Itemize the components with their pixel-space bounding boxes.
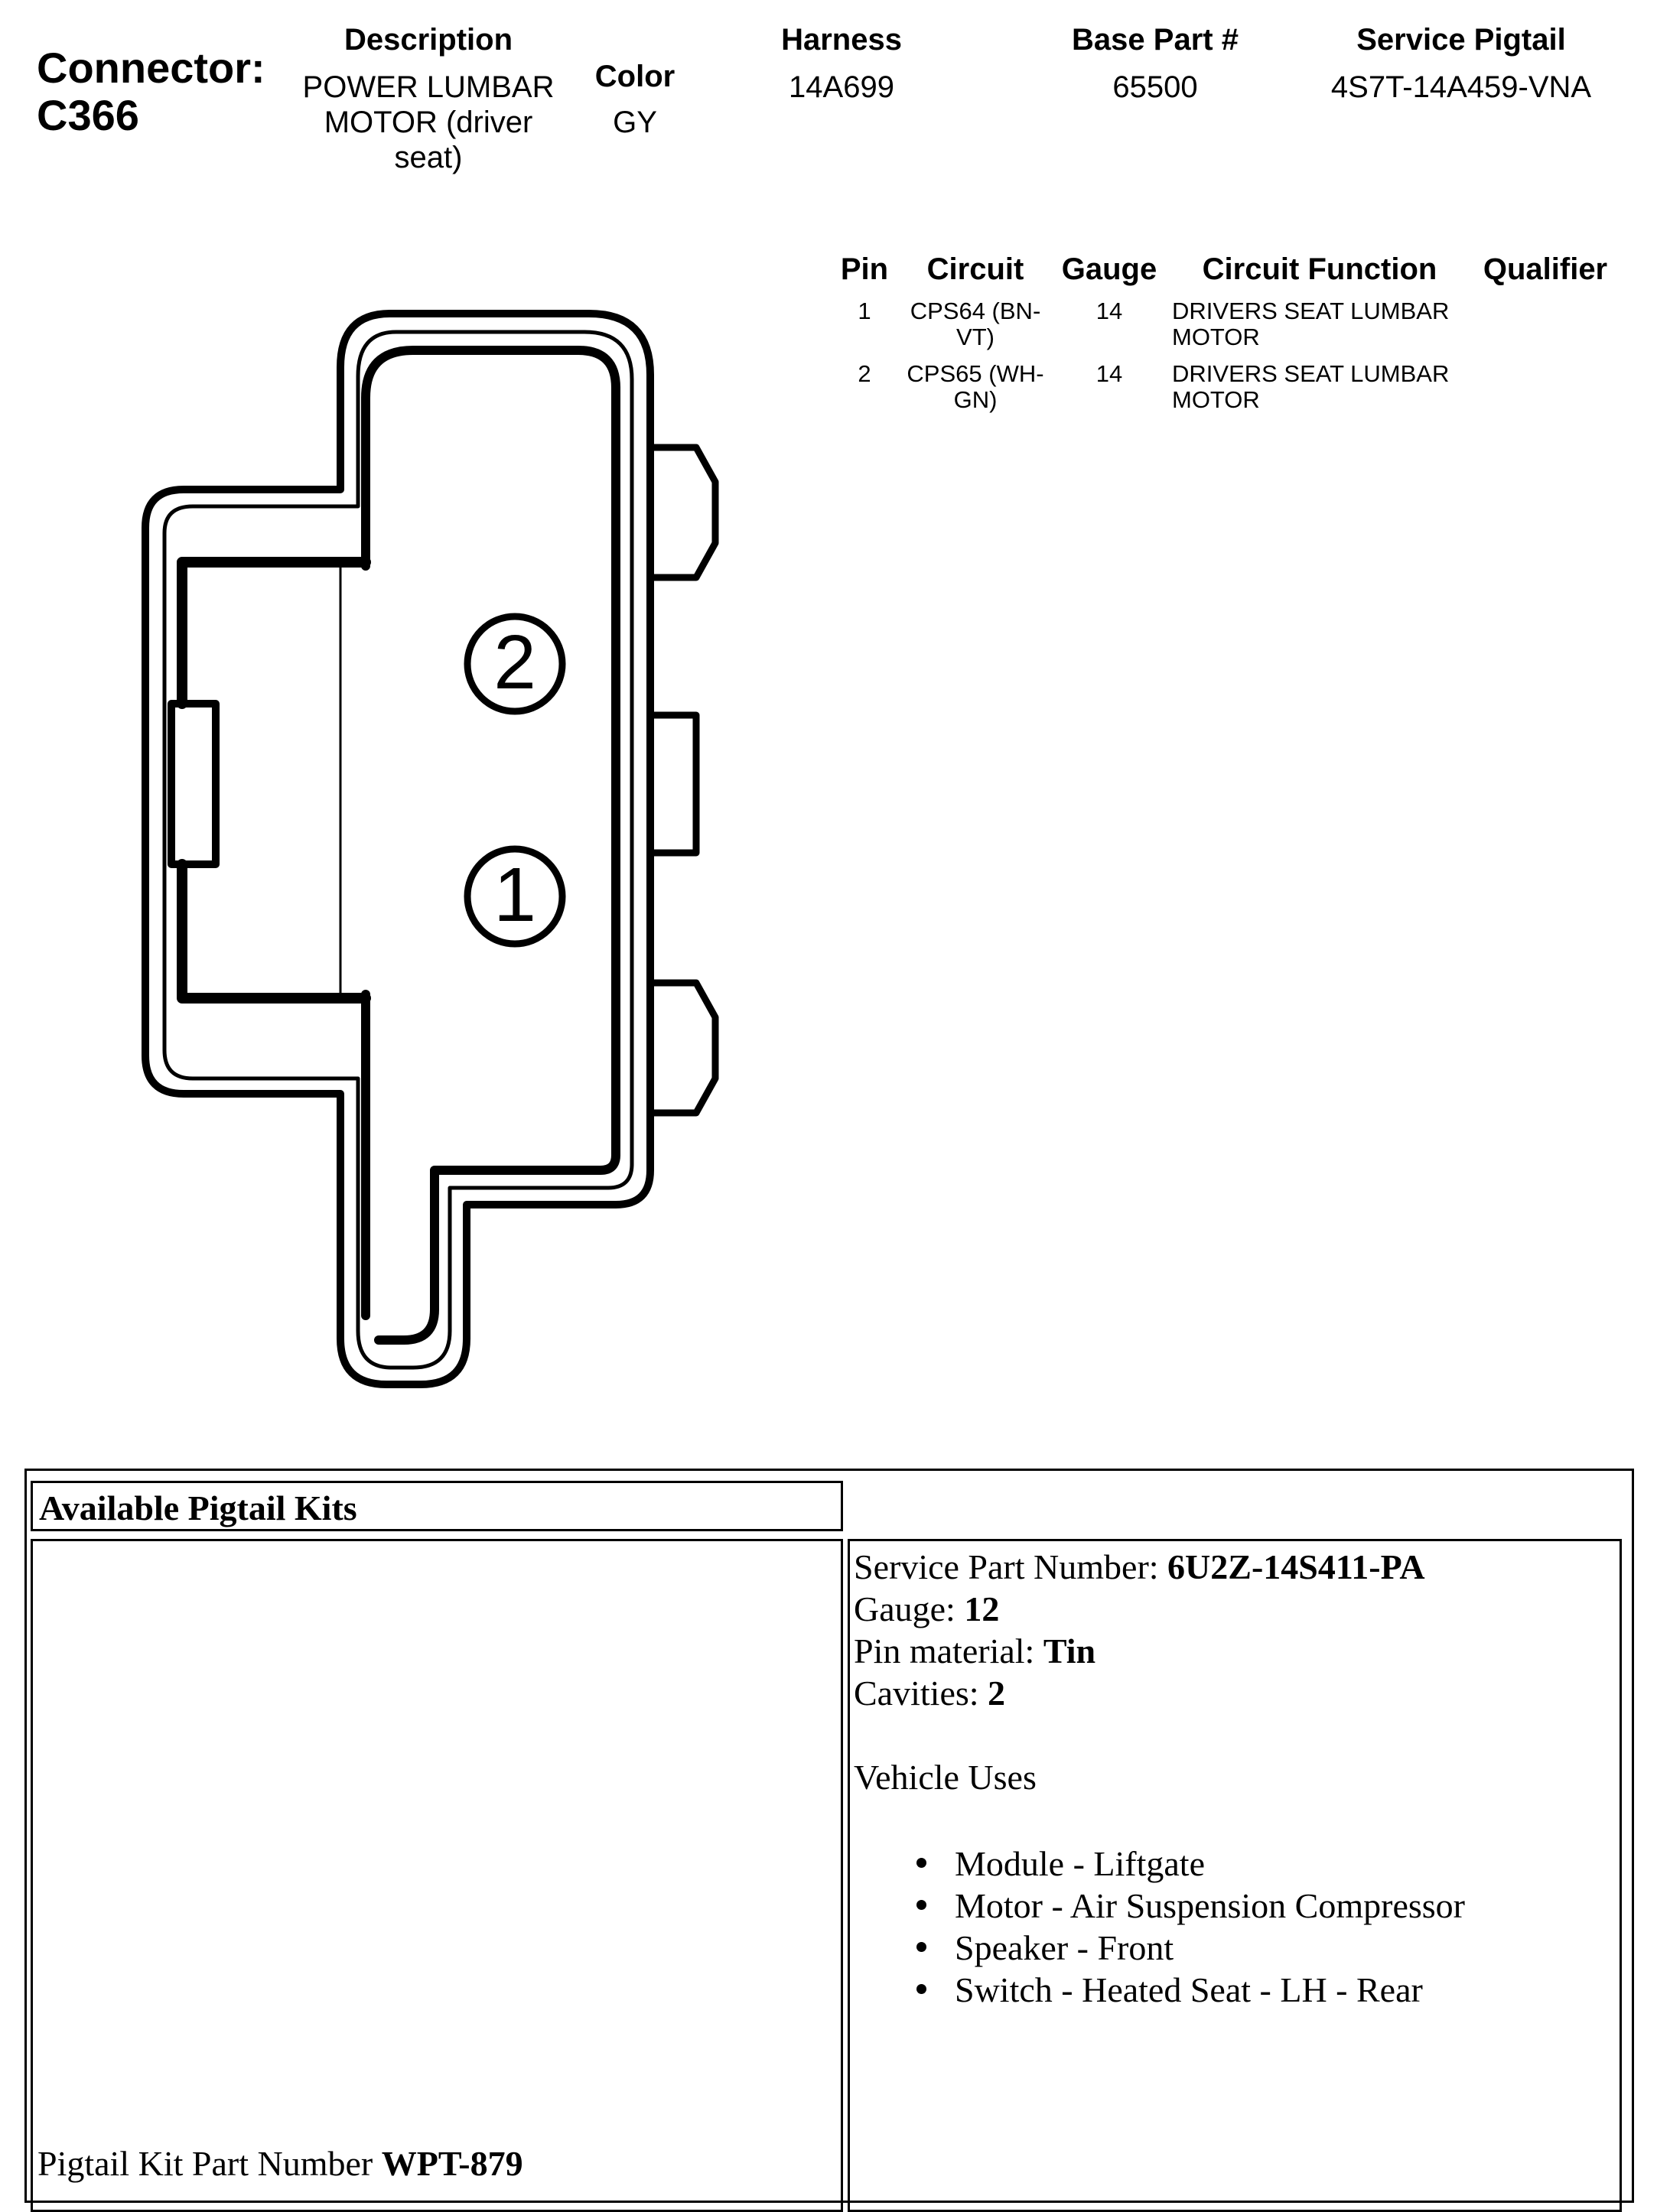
connector-label: Connector: — [37, 44, 265, 92]
inner-wall-bottom — [379, 1155, 616, 1340]
gauge-column-header: Gauge — [1061, 252, 1157, 286]
connector-title — [37, 44, 265, 139]
latch — [171, 704, 216, 864]
description-header: Description — [343, 23, 513, 57]
circuit-cell: CPS65 (WH- GN) — [907, 360, 1044, 413]
circuit-function-cell: DRIVERS SEAT LUMBAR MOTOR — [1172, 298, 1450, 350]
recess-top — [182, 562, 366, 681]
harness-value: 14A699 — [789, 70, 894, 104]
pigtail-title-cell — [31, 1481, 843, 1531]
gauge-cell: 14 — [1095, 360, 1123, 387]
list-item: Motor - Air Suspension Compressor — [916, 1885, 1465, 1927]
service-part-number: Service Part Number: 6U2Z-14S411-PA — [854, 1547, 1425, 1586]
pin-cell: 1 — [858, 298, 871, 324]
circuit-column-header: Circuit — [926, 252, 1024, 286]
circuit-function-column-header: Circuit Function — [1202, 252, 1437, 286]
pin-column-header: Pin — [840, 252, 889, 286]
list-item: Speaker - Front — [916, 1927, 1465, 1969]
bullet-icon — [916, 1858, 926, 1868]
pin-label: 1 — [493, 852, 536, 938]
gauge: Gauge: 12 — [854, 1589, 1000, 1628]
circuit-function-cell: DRIVERS SEAT LUMBAR MOTOR — [1172, 360, 1450, 413]
circuit-cell: CPS64 (BN- VT) — [910, 298, 1041, 350]
service-pigtail-value: 4S7T-14A459-VNA — [1330, 70, 1592, 104]
list-item: Switch - Heated Seat - LH - Rear — [916, 1969, 1465, 2011]
vehicle-uses-label: Vehicle Uses — [854, 1758, 1037, 1797]
right-tab-middle — [650, 715, 696, 853]
color-value: GY — [613, 106, 657, 139]
pin-label: 2 — [493, 620, 536, 705]
bullet-icon — [916, 1900, 926, 1910]
pin-cell: 2 — [858, 360, 871, 387]
base-part-header: Base Part # — [1072, 23, 1239, 57]
gauge-cell: 14 — [1095, 298, 1123, 324]
pin-material: Pin material: Tin — [854, 1631, 1096, 1670]
base-part-value: 65500 — [1112, 70, 1198, 104]
color-header: Color — [594, 60, 675, 93]
connector-id: C366 — [37, 91, 139, 139]
cavities: Cavities: 2 — [854, 1674, 1006, 1713]
bullet-icon — [916, 1984, 926, 1994]
harness-header: Harness — [781, 23, 902, 57]
qualifier-column-header: Qualifier — [1483, 252, 1608, 286]
pigtail-details-cell — [848, 1539, 1622, 2212]
inner-wall-top — [366, 350, 616, 566]
recess-bottom — [182, 880, 366, 998]
housing-outline — [145, 314, 650, 1384]
vehicle-uses-list — [916, 1843, 1465, 2011]
pigtail-kit-number: Pigtail Kit Part Number WPT-879 — [37, 2144, 523, 2183]
service-pigtail-header: Service Pigtail — [1356, 23, 1566, 57]
right-tab-top — [650, 447, 715, 577]
bullet-icon — [916, 1942, 926, 1952]
right-tab-bottom — [650, 983, 715, 1113]
list-item: Module - Liftgate — [916, 1843, 1465, 1885]
description-value: POWER LUMBAR MOTOR (driver seat) — [302, 70, 555, 174]
connector-face-diagram — [115, 291, 734, 1407]
pigtail-title: Available Pigtail Kits — [39, 1488, 357, 1527]
pigtail-kit-cell — [31, 1539, 843, 2212]
